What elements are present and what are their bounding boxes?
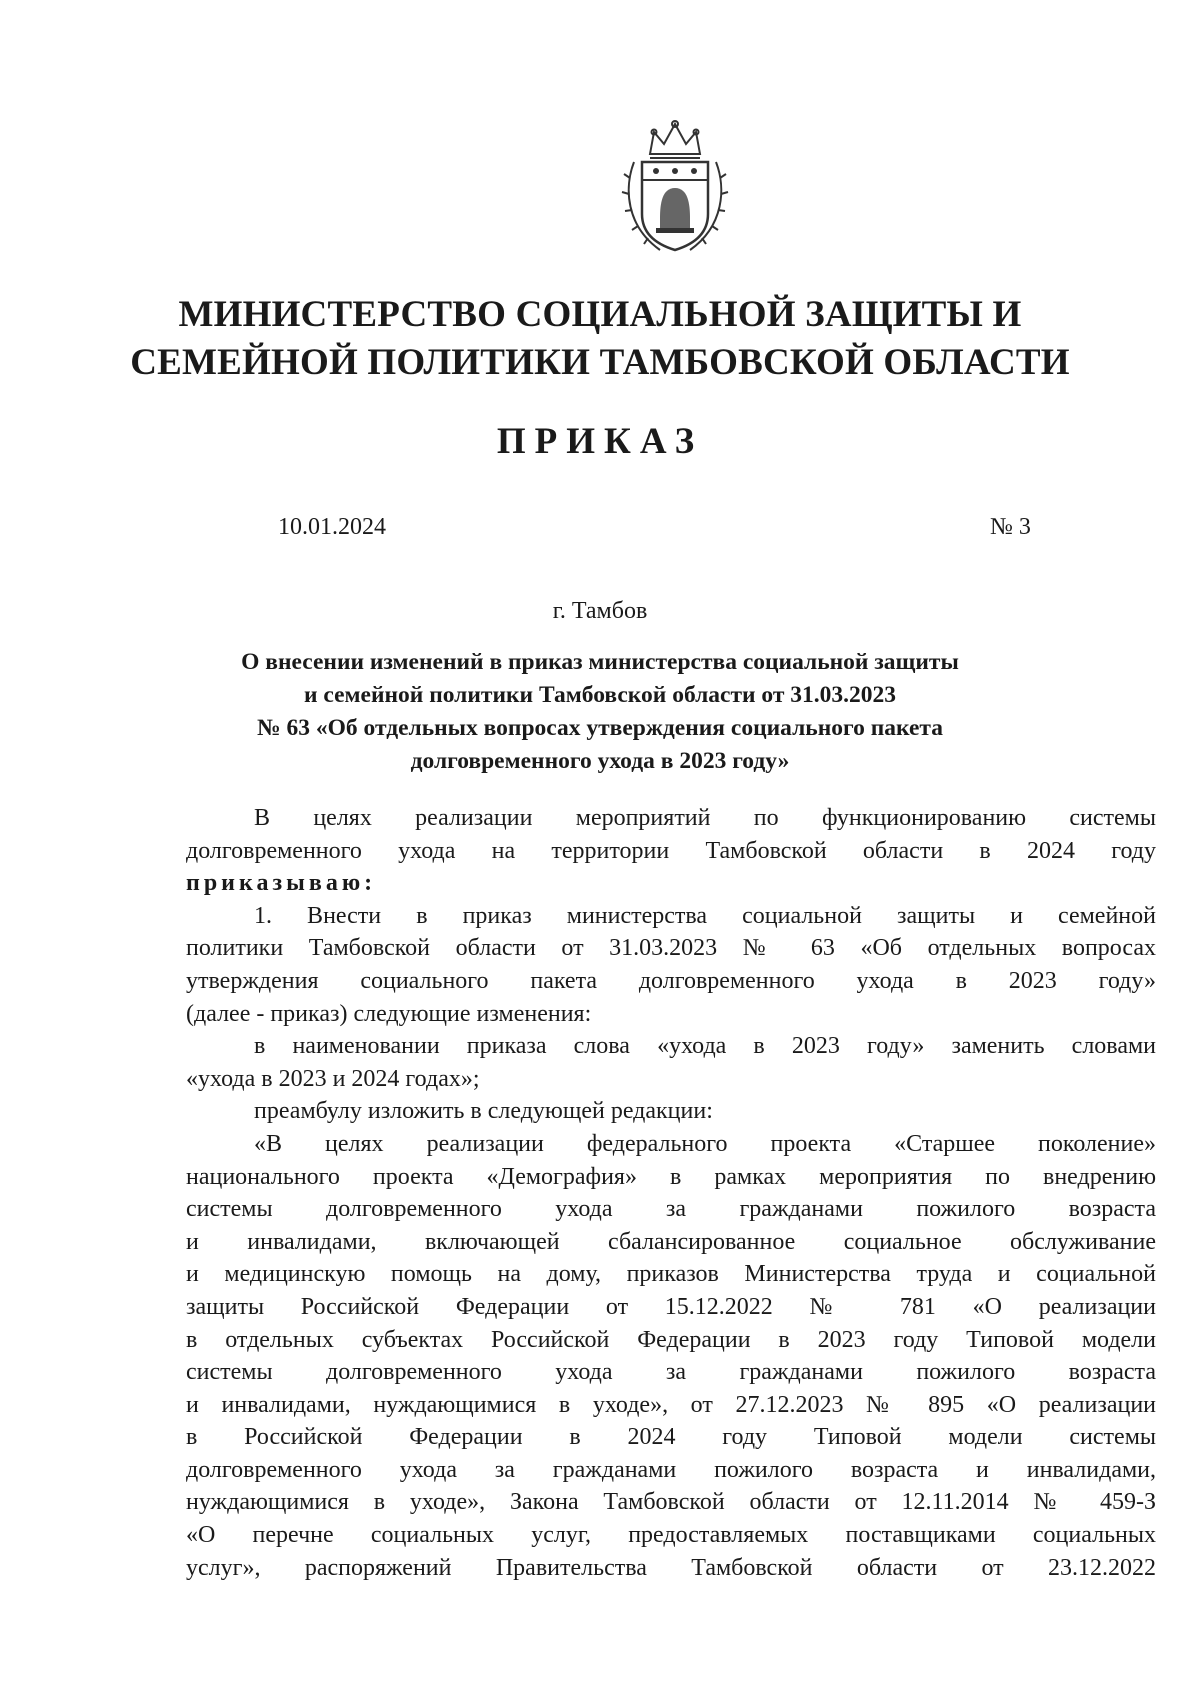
order-date: 10.01.2024: [278, 514, 386, 540]
ministry-name-line2: СЕМЕЙНОЙ ПОЛИТИКИ ТАМБОВСКОЙ ОБЛАСТИ: [130, 342, 1070, 383]
subject-line: О внесении изменений в приказ министерства социальной защиты: [241, 649, 959, 675]
order-number: № 3: [990, 514, 1031, 540]
order-body: [186, 802, 1156, 1584]
quote-line: «О перечне социальных услуг, предоставляемых поставщиками социальных: [186, 1522, 1156, 1549]
quote-line: национального проекта «Демография» в рамках мероприятия по внедрению: [186, 1163, 1156, 1190]
body-line: 1. Внести в приказ министерства социальной защиты и семейной: [254, 902, 1156, 929]
order-word: приказываю:: [186, 870, 377, 897]
quote-line: долговременного ухода за гражданами пожилого возраста и инвалидами,: [186, 1456, 1156, 1483]
quote-line: и инвалидами, нуждающимися в уходе», от 27.12.2023 № 895 «О реализации: [186, 1391, 1156, 1418]
quote-line: в отдельных субъектах Российской Федерации в 2023 году Типовой модели: [186, 1326, 1156, 1353]
body-line: (далее - приказ) следующие изменения:: [186, 1000, 592, 1027]
tambov-coat-of-arms-icon: [620, 118, 730, 258]
body-line: преамбулу изложить в следующей редакции:: [254, 1098, 713, 1125]
body-line: политики Тамбовской области от 31.03.2023 № 63 «Об отдельных вопросах: [186, 935, 1156, 962]
quote-line: системы долговременного ухода за гражданами пожилого возраста: [186, 1359, 1156, 1386]
subject-line: и семейной политики Тамбовской области от 31.03.2023: [303, 682, 897, 708]
quote-line: нуждающимися в уходе», Закона Тамбовской области от 12.11.2014 № 459-З: [186, 1489, 1156, 1516]
quote-line: защиты Российской Федерации от 15.12.2022 № 781 «О реализации: [186, 1293, 1156, 1320]
body-line: «ухода в 2023 и 2024 годах»;: [186, 1065, 480, 1092]
body-line: утверждения социального пакета долговременного ухода в 2023 году»: [186, 967, 1156, 994]
order-subject: [200, 646, 1000, 778]
quote-line: и инвалидами, включающей сбалансированное социальное обслуживание: [186, 1228, 1156, 1255]
quote-line: системы долговременного ухода за гражданами пожилого возраста: [186, 1196, 1156, 1223]
quote-line: в Российской Федерации в 2024 году Типовой модели системы: [186, 1424, 1156, 1451]
body-line: В целях реализации мероприятий по функционированию системы: [254, 805, 1156, 831]
subject-line: долговременного ухода в 2023 году»: [410, 748, 790, 774]
document-type-title: ПРИКАЗ: [496, 421, 704, 462]
subject-line: № 63 «Об отдельных вопросах утверждения социального пакета: [257, 715, 943, 741]
quote-line: и медицинскую помощь на дому, приказов Министерства труда и социальной: [186, 1261, 1156, 1288]
body-line: в наименовании приказа слова «ухода в 2023 году» заменить словами: [254, 1033, 1156, 1060]
order-city: г. Тамбов: [552, 598, 648, 624]
ministry-name-line1: МИНИСТЕРСТВО СОЦИАЛЬНОЙ ЗАЩИТЫ И: [178, 294, 1022, 335]
quote-line: услуг», распоряжений Правительства Тамбовской области от 23.12.2022: [186, 1554, 1156, 1581]
body-line: долговременного ухода на территории Тамбовской области в 2024 году: [186, 837, 1156, 864]
quote-line: «В целях реализации федерального проекта «Старшее поколение»: [254, 1130, 1156, 1157]
